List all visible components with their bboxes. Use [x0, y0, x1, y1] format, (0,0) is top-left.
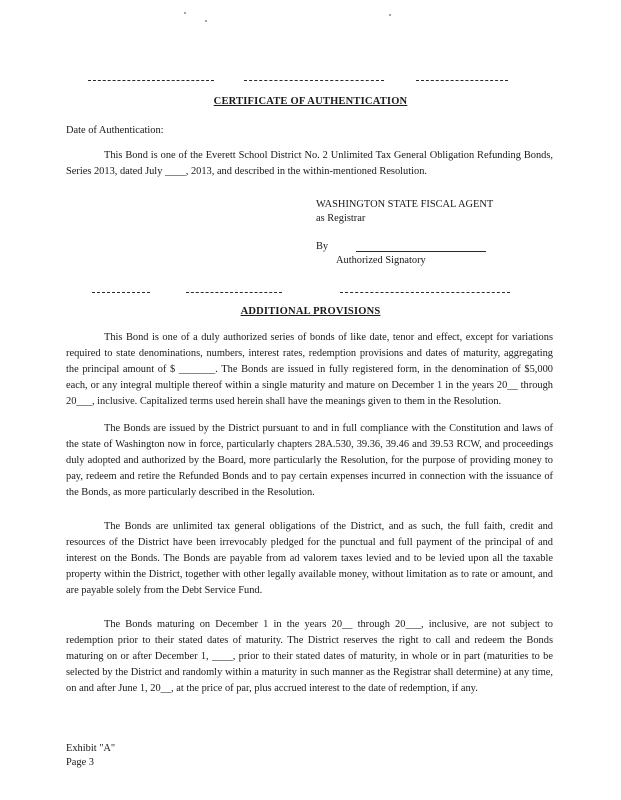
separator-dash — [92, 292, 150, 293]
authorized-signatory-label: Authorized Signatory — [336, 255, 426, 266]
certificate-heading: CERTIFICATE OF AUTHENTICATION — [213, 96, 408, 107]
fiscal-agent-role: as Registrar — [316, 213, 366, 224]
separator-dash — [88, 80, 214, 81]
page-number: Page 3 — [66, 757, 94, 768]
separator-dash — [244, 80, 384, 81]
provision-paragraph-2: The Bonds are issued by the District pursuant to and in full compliance with the Constitution and laws of the state of Washington now in force, particularly chapters 28A.530, 39.36, 39.46 and 39.53 RCW, and proceedings duly adopted and authorized by the Board, more particularly the Resolution, for the purpose of providing money to pay, redeem and retire the Refunded Bonds and to pay certain expenses incurred in connection with the issuance of the Bonds, as more particularly described in the Resolution. — [66, 423, 553, 498]
scan-speck — [184, 12, 186, 14]
separator-dash — [340, 292, 510, 293]
scan-speck — [389, 14, 391, 16]
provision-paragraph-1: This Bond is one of a duly authorized series of bonds of like date, tenor and effect, except for variations required to state denominations, numbers, interest rates, redemption provisions and dates of maturity, aggregating the principal amount of $ _______. The Bonds are issued in fully registered form, in the denomination of $5,000 each, or any integral multiple thereof within a single maturity and mature on December 1 in the years 20__ through 20___, inclusive. Capitalized terms used herein shall have the meanings given to them in the Resolution. — [66, 332, 553, 407]
date-of-authentication-label: Date of Authentication: — [66, 125, 164, 136]
exhibit-label: Exhibit "A" — [66, 743, 116, 754]
certificate-body: This Bond is one of the Everett School District No. 2 Unlimited Tax General Obligation Refunding Bonds, Series 2013, dated July ____, 2013, and described in the within-mentioned Resolution. — [66, 150, 553, 177]
by-label: By — [316, 241, 329, 252]
signature-line — [356, 251, 486, 252]
fiscal-agent-name: WASHINGTON STATE FISCAL AGENT — [316, 199, 494, 210]
provision-paragraph-3: The Bonds are unlimited tax general obligations of the District, and as such, the full faith, credit and resources of the District have been irrevocably pledged for the punctual and full payment of the principal of and interest on the Bonds. The Bonds are payable from ad valorem taxes levied and to be levied upon all the taxable property within the District, together with other legally available money, without limitation as to rate or amount, and are payable solely from the Debt Service Fund. — [66, 521, 553, 596]
provision-paragraph-4: The Bonds maturing on December 1 in the years 20__ through 20___, inclusive, are not subject to redemption prior to their stated dates of maturity. The District reserves the right to call and redeem the Bonds maturing on or after December 1, ____, prior to their stated dates of maturity, in whole or in part (maturities to be selected by the District and randomly within a maturity in such manner as the Registrar shall determine) at any time, on and after June 1, 20__, at the price of par, plus accrued interest to the date of redemption, if any. — [66, 619, 553, 694]
additional-provisions-heading: ADDITIONAL PROVISIONS — [240, 306, 381, 317]
scan-speck — [205, 20, 207, 22]
separator-dash — [416, 80, 508, 81]
separator-dash — [186, 292, 282, 293]
